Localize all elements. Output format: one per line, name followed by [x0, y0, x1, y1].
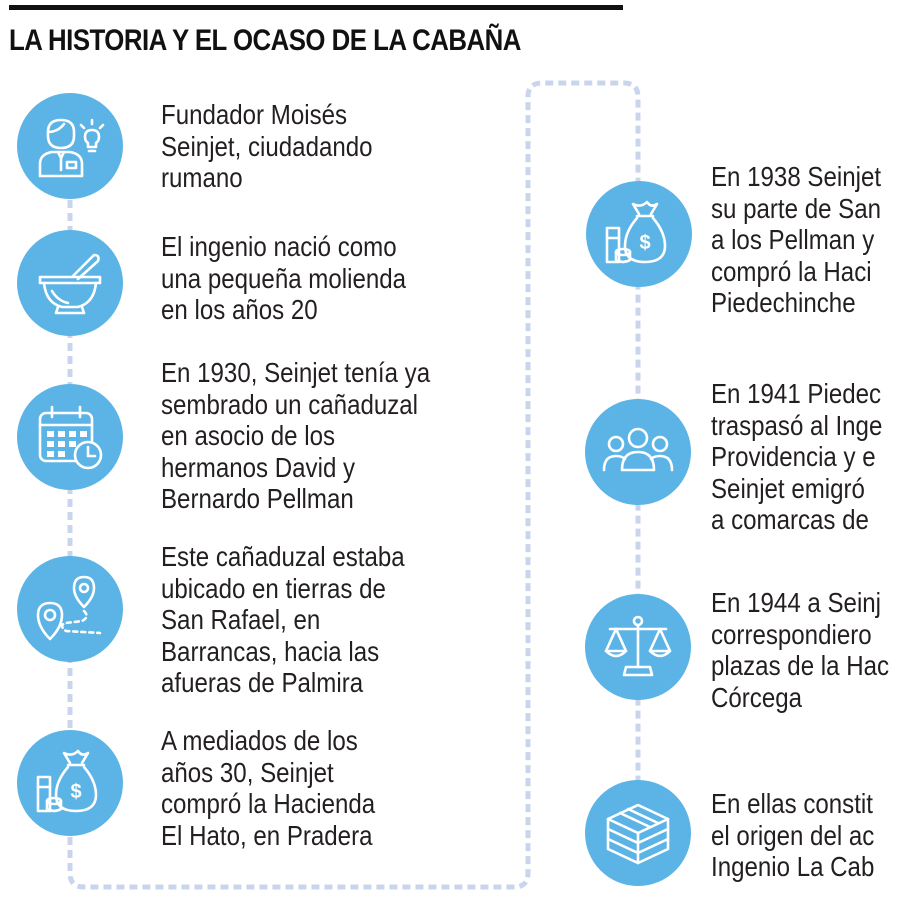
svg-text:$: $ — [639, 232, 651, 254]
money-bag-icon — [34, 747, 106, 819]
map-route-icon — [34, 573, 106, 645]
step-4-line: Este cañaduzal estaba — [161, 541, 405, 572]
step-4-line: ubicado en tierras de — [161, 572, 386, 604]
page-title: LA HISTORIA Y EL OCASO DE LA CABAÑA — [9, 24, 521, 57]
mortar-pestle-icon — [34, 247, 106, 319]
step-4-line: afueras de Palmira — [161, 667, 364, 698]
step-9-circle — [585, 780, 691, 886]
step-6-text — [711, 161, 881, 319]
step-5-line: A mediados de los — [161, 725, 358, 756]
step-5-text — [161, 725, 375, 851]
calendar-clock-icon — [34, 401, 106, 473]
step-6-line: Piedechinche — [711, 287, 856, 318]
step-1-text — [161, 99, 373, 194]
step-3-text — [161, 357, 430, 515]
step-5-line: compró la Hacienda — [161, 788, 376, 819]
step-9-line: En ellas constit — [711, 788, 873, 819]
step-9-line: Ingenio La Cab — [711, 851, 875, 882]
step-5-circle — [17, 730, 123, 836]
step-3-line: en asocio de los — [161, 420, 336, 451]
step-3-line: hermanos David y — [161, 451, 356, 483]
step-9-text — [711, 788, 874, 883]
step-1-line: Seinjet, ciudadando — [161, 130, 373, 162]
step-7-line: Seinjet emigró — [711, 472, 865, 504]
balance-scale-icon — [602, 611, 674, 683]
step-1-line: Fundador Moisés — [161, 99, 348, 130]
step-2-circle — [17, 230, 123, 336]
crate-icon — [602, 797, 674, 869]
step-4-line: San Rafael, en — [161, 604, 321, 635]
step-7-line: traspasó al Inge — [711, 409, 883, 441]
step-4-line: Barrancas, hacia las — [161, 635, 380, 667]
step-3-line: Bernardo Pellman — [161, 483, 354, 514]
step-7-circle — [585, 399, 691, 505]
step-2-text — [161, 231, 406, 326]
step-7-line: a comarcas de — [711, 504, 869, 535]
step-8-text — [711, 587, 889, 713]
step-3-circle — [17, 384, 123, 490]
person-lightbulb-icon — [34, 110, 106, 182]
step-1-circle — [17, 93, 123, 199]
step-7-line: En 1941 Piedec — [711, 378, 882, 409]
step-8-line: Córcega — [711, 681, 803, 713]
step-8-line: En 1944 a Seinj — [711, 587, 882, 618]
step-8-line: plazas de la Hac — [711, 650, 890, 681]
step-8-line: correspondiero — [711, 618, 872, 650]
money-bag-icon — [603, 198, 675, 270]
step-7-text — [711, 378, 882, 536]
step-2-line: en los años 20 — [161, 294, 318, 325]
step-6-circle — [586, 181, 692, 287]
step-5-line: El Hato, en Pradera — [161, 819, 373, 851]
step-2-line: una pequeña molienda — [161, 262, 407, 294]
step-1-line: rumano — [161, 162, 243, 193]
step-6-line: a los Pellman y — [711, 224, 875, 255]
step-5-line: años 30, Seinjet — [161, 756, 334, 788]
svg-text:$: $ — [70, 781, 82, 803]
step-3-line: sembrado un cañaduzal — [161, 388, 419, 420]
step-4-text — [161, 541, 405, 699]
step-9-line: el origen del ac — [711, 819, 875, 851]
step-6-line: En 1938 Seinjet — [711, 161, 882, 192]
step-6-line: su parte de San — [711, 192, 882, 224]
step-2-line: El ingenio nació como — [161, 231, 397, 262]
group-icon — [602, 416, 674, 488]
step-6-line: compró la Haci — [711, 255, 872, 287]
step-7-line: Providencia y e — [711, 441, 876, 472]
step-3-line: En 1930, Seinjet tenía ya — [161, 357, 431, 388]
step-4-circle — [17, 556, 123, 662]
step-8-circle — [585, 594, 691, 700]
